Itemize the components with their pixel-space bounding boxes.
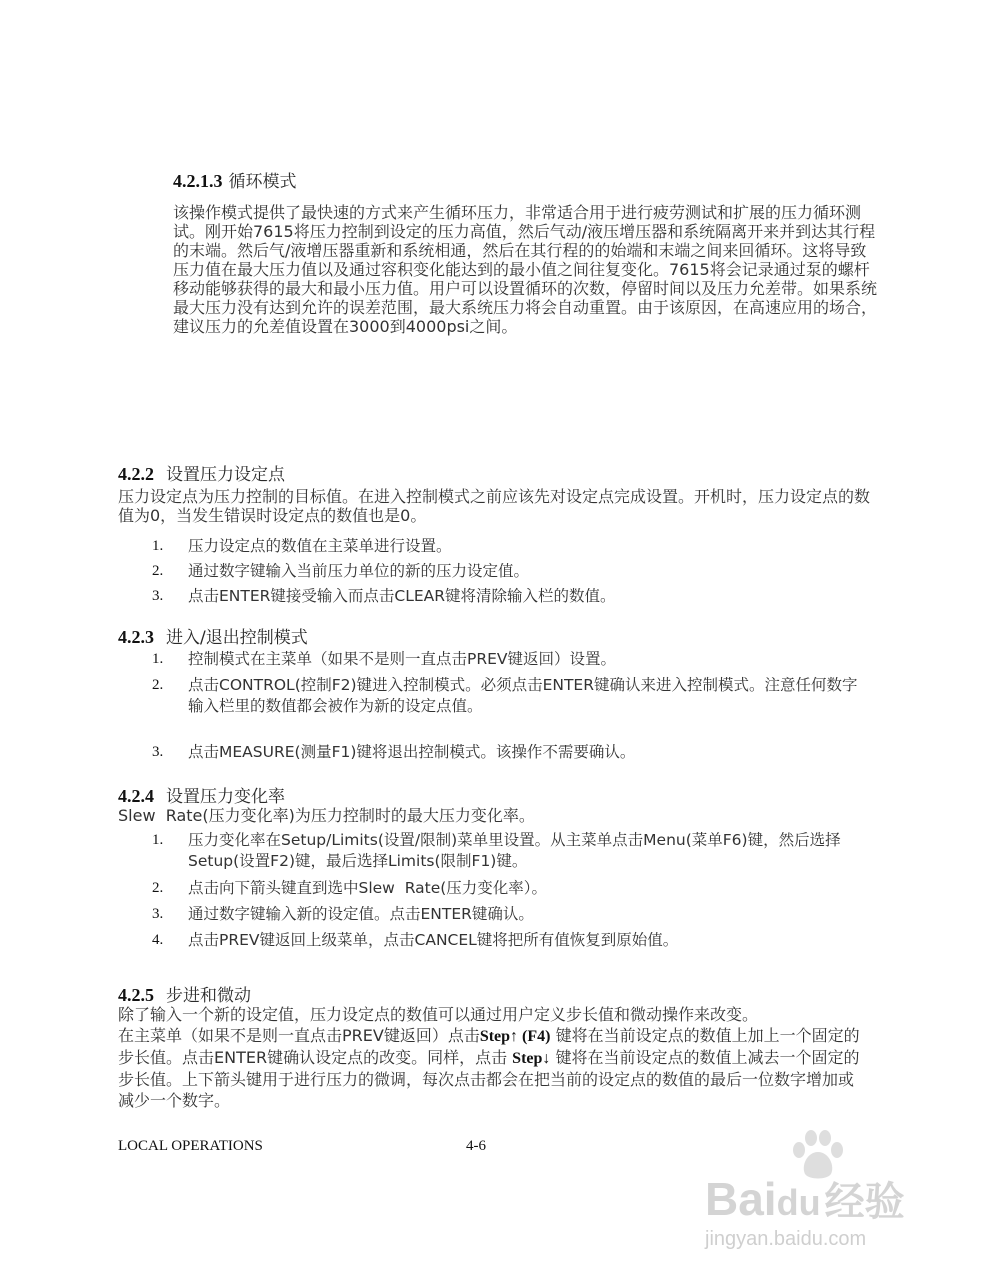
item-number: 3. [152,588,164,604]
item-number: 1. [152,832,164,848]
step-down-key: Step↓ [512,1050,551,1067]
section-title: 进入/退出控制模式 [166,628,308,648]
body-text-b: 键将在当前设定点的数值上加上一个固定的步长值。点击ENTER键确认设定点的改变。同样，点击 [118,1026,860,1067]
step-up-key: Step↑ (F4) [479,1028,551,1045]
section-4-2-4-heading [118,785,285,808]
section-title: 设置压力设定点 [166,465,285,485]
item-text: 压力设定点的数值在主菜单进行设置。 [188,537,452,555]
baidu-watermark [705,1130,975,1250]
section-number: 4.2.3 [118,627,154,647]
item-number: 4. [152,932,164,948]
section-4-2-5-body [118,1025,863,1111]
item-text: 压力变化率在Setup/Limits(设置/限制)菜单里设置。从主菜单点击Menu(菜单F6)键，然后选择Setup(设置F2)键，最后选择Limits(限制F1)键。 [188,831,841,870]
item-number: 3. [152,744,164,760]
section-4-2-2-heading [118,463,285,486]
footer-left: LOCAL OPERATIONS [118,1138,263,1154]
item-text: 点击向下箭头键直到选中Slew Rate(压力变化率）。 [188,879,548,897]
item-text: 点击CONTROL(控制F2)键进入控制模式。必须点击ENTER键确认来进入控制模式。注意任何数字输入栏里的数值都会被作为新的设定点值。 [188,676,858,715]
list-item [152,830,872,874]
item-text: 通过数字键输入新的设定值。点击ENTER键确认。 [188,905,534,923]
watermark-brand-cn: 经验 [824,1180,905,1224]
body-text-c: 键将在当前设定点的数值上减去一个固定的步长值。上下箭头键用于进行压力的微调，每次点击都会在把当前的设定点的数值的最后一位数字增加或减少一个数字。 [118,1048,860,1110]
list-item [152,675,872,719]
body-text-a: 在主菜单（如果不是则一直点击PREV键返回）点击 [118,1026,480,1045]
section-4-2-5-line1: 除了输入一个新的设定值，压力设定点的数值可以通过用户定义步长值和微动操作来改变。 [118,1005,759,1024]
section-number: 4.2.5 [118,985,154,1005]
item-text: 通过数字键输入当前压力单位的新的压力设定值。 [188,562,530,580]
item-number: 2. [152,880,164,896]
watermark-brand: Bai [705,1173,777,1225]
list-item [152,561,872,583]
item-text: 点击ENTER键接受输入而点击CLEAR键将清除输入栏的数值。 [188,587,616,605]
item-text: 控制模式在主菜单（如果不是则一直点击PREV键返回）设置。 [188,650,617,668]
item-text: 点击MEASURE(测量F1)键将退出控制模式。该操作不需要确认。 [188,743,636,761]
section-4-2-4-intro: Slew Rate(压力变化率)为压力控制时的最大压力变化率。 [118,806,535,825]
item-number: 2. [152,677,164,693]
section-number: 4.2.1.3 [173,171,223,191]
list-item [152,586,872,608]
section-number: 4.2.4 [118,786,154,806]
watermark-brand-du: du [776,1182,821,1223]
section-4-2-5-heading [118,984,251,1007]
list-item [152,930,872,952]
section-title: 循环模式 [228,172,297,192]
item-number: 1. [152,538,164,554]
section-4-2-1-3-heading [173,170,297,193]
page-number: 4-6 [466,1138,486,1154]
section-title: 步进和微动 [166,986,251,1006]
item-text: 点击PREV键返回上级菜单，点击CANCEL键将把所有值恢复到原始值。 [188,931,679,949]
section-4-2-1-3-body: 该操作模式提供了最快速的方式来产生循环压力，非常适合用于进行疲劳测试和扩展的压力循环测试。刚开始7615将压力控制到设定的压力高值，然后气动/液压增压器和系统隔离开来并到达其行程的末端。然后气/液增压器重新和系统相通，然后在其行程的的始端和末端之间来回循环。这将导致压力值在最大压力值以及通过容积变化能达到的最小值之间往复变化。7615将会记录通过泵的螺杆移动能够获得的最大和最小压力值。用户可以设置循环的次数，停留时间以及压力允差带。如果系统最大压力没有达到允许的误差范围，最大系统压力将会自动重置。由于该原因，在高速应用的场合，建议压力的允差值设置在3000到4000psi之间。 [173,203,878,336]
section-number: 4.2.2 [118,464,154,484]
section-title: 设置压力变化率 [166,787,285,807]
section-4-2-2-intro: 压力设定点为压力控制的目标值。在进入控制模式之前应该先对设定点完成设置。开机时，压力设定点的数值为0，当发生错误时设定点的数值也是0。 [118,487,871,525]
list-item [152,742,872,764]
item-number: 1. [152,651,164,667]
list-item [152,649,872,671]
item-number: 3. [152,906,164,922]
watermark-url: jingyan.baidu.com [705,1228,867,1250]
list-item [152,536,872,558]
list-item [152,878,872,900]
section-4-2-3-heading [118,626,308,649]
item-number: 2. [152,563,164,579]
list-item [152,904,872,926]
